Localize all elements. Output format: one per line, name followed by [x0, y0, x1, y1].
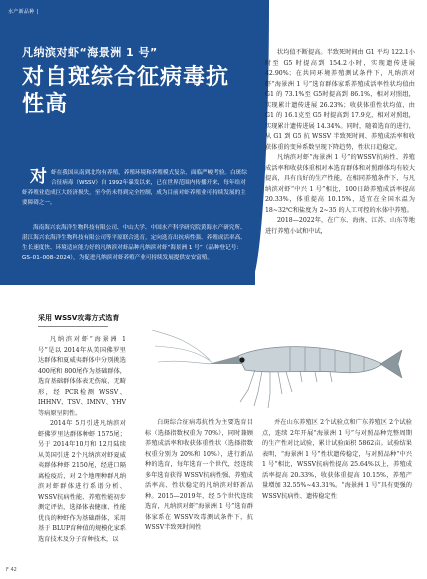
- right-paragraph: 凡纳滨对虾“海景洲 1 号”的WSSV抗病性、养殖成活率和收获体重相对本选育群体和对照群体均有较大提高，具有良好的生产性能，在相同养殖条件下，与凡纳滨对虾“中兴 1 号”相比，100日龄养殖成活率提高20.33%，体重提高 10.15%，适宜在全国水温为 18~32℃和盐度为 2~35 的人工可控的水体中养殖。: [265, 154, 415, 214]
- section-tag: 水产新品种 |: [8, 9, 39, 15]
- shrimp-body: [238, 347, 382, 373]
- intro-paragraph: 海南海兴农海洋生物科技有限公司、中山大学、中国水产科学研究院黄海水产研究所、湛江海兴农海洋生物科技有限公司等平原联合选育，定向选育出抗病性强、养殖成活率高、生长速度快、环境适应能力好的凡纳滨对虾品种凡纳滨对虾“海景洲 1 号”（品种登记号：GS–01–008–2024），为促进凡纳滨对虾养殖产业可持续发展提供安安富殖。: [22, 225, 246, 261]
- shrimp-eye: [239, 357, 244, 362]
- body-paragraph: 凡纳滨对虾“海景洲 1 号”是以 2014年从美国佛罗里达群体和夏威夷群体中分别挑选 400尾和 800尾作为基础群体，选育基础群体体表无伤痕、无畸形，经 PCR检测 WSSV、IHHNV、TSV、IMNV、YHV等病原呈阴性。: [38, 336, 126, 417]
- feature-panel: [0, 0, 255, 285]
- shrimp-tail: [380, 350, 402, 378]
- body-paragraph: 白斑综合征病毒抗性为主要选育目标（选择指数权重为 70%），同时兼顾养殖成活率和收获体重性状（选择指数权重分别为 20%和 10%），进行新品种的选育，每年选育一个世代，经连续多年选育获得 WSSV抗病性强、养殖成活率高、性状稳定的凡纳滨对虾新品种。2015—2019年，经 5个世代连续选育，凡纳滨对虾“海景洲 1 号”选育群体家系在 WSSV攻毒测试条件下，抗 WSSV半致死时间性: [145, 419, 253, 531]
- page-number: F 42: [6, 567, 17, 573]
- shrimp-antennae: [152, 330, 212, 364]
- text-column-3: [262, 418, 412, 502]
- lead-paragraph: [22, 168, 250, 208]
- shrimp-legs: [240, 370, 332, 408]
- right-paragraph: 2018—2022年，在广东、海南、江苏、山东等地进行养殖小试和中试，: [265, 217, 415, 235]
- lead-text: 虾在我国从南到北均有养殖，养殖环境和养殖模式复杂，面临严峻考验。白斑综合征病毒（WSSV）自 1992年暴发以来，已在世界范围内传播开来，每年给对虾养殖业造成巨大经济损失，至今仍未得到完全控制，成为目前对虾养殖业可持续发展的主要障碍之一。: [22, 170, 247, 206]
- dropcap: 对: [30, 167, 47, 187]
- section-heading: 采用 WSSV攻毒方式选育: [38, 314, 120, 322]
- body-paragraph: 并在山东养殖区 2个试验点和广东养殖区 2个试验点，连续 2年开展“海景洲 1 号”与对照品种完整周期的生产性对比试验，累计试验面积 5862亩。试验结果表明，“海景洲 1 号”性状遗传稳定，与对照品种“中兴 1 号”相比，WSSV抗病性提高 25.64%以上，养殖成活率提高 20.33%，收获体重提高 10.15%，养殖产量增加 32.55%~43.31%。“海景洲 1 号”具有更强的 WSSV抗病性、遗传稳定性: [262, 419, 412, 500]
- text-column-1: [38, 335, 126, 545]
- text-column-2: [145, 418, 253, 534]
- shrimp-photo: [150, 320, 405, 410]
- right-paragraph: 状均值不断提高。半致死时间由 G1 平均 122.1小时至 G5 时提高到 154.2小时，实现遗传进展 42.90%；在共同环境养殖测试条件下，凡纳滨对虾“海景洲 1 号”选育群体家系养殖成活率性状均值由 G1 的 73.1%至 G5时提高到 86.1%，相对对照组，实现累计遗传进展 26.23%；收获体重性状均值，由 G1 的 16.1克至 G5 时提高到 17.9克，相对对照组，实现累计遗传进展 14.34%。同时，随着选育的进行，从 G1 到 G5 抗 WSSV 半致死时间、养殖成活率和收获体重的变异系数呈现下降趋势，性状日趋稳定。: [265, 49, 415, 151]
- article-subtitle: 凡纳滨对虾“海景洲 1 号”: [22, 46, 158, 59]
- right-column: [265, 48, 415, 237]
- heading-rule: [38, 326, 108, 327]
- body-paragraph: 2014年 5月引进凡纳滨对虾佛罗里达群体种虾 1575尾；另于 2014年10月和 12月陆续从美国引进 2个凡纳滨对虾夏威夷群体种虾 2150尾，经进口隔离检疫后，对 2个地理种群凡纳滨对虾群体进行系谱分析、WSSV抗病性能、养殖性能初步测定评估，选择体表健康、性能优良的种虾作为基础群体，采用基于 BLUP育种值的规模化家系选育技术及分子育种技术，以: [38, 420, 126, 543]
- article-title: 对自斑综合征病毒抗性高: [22, 65, 230, 117]
